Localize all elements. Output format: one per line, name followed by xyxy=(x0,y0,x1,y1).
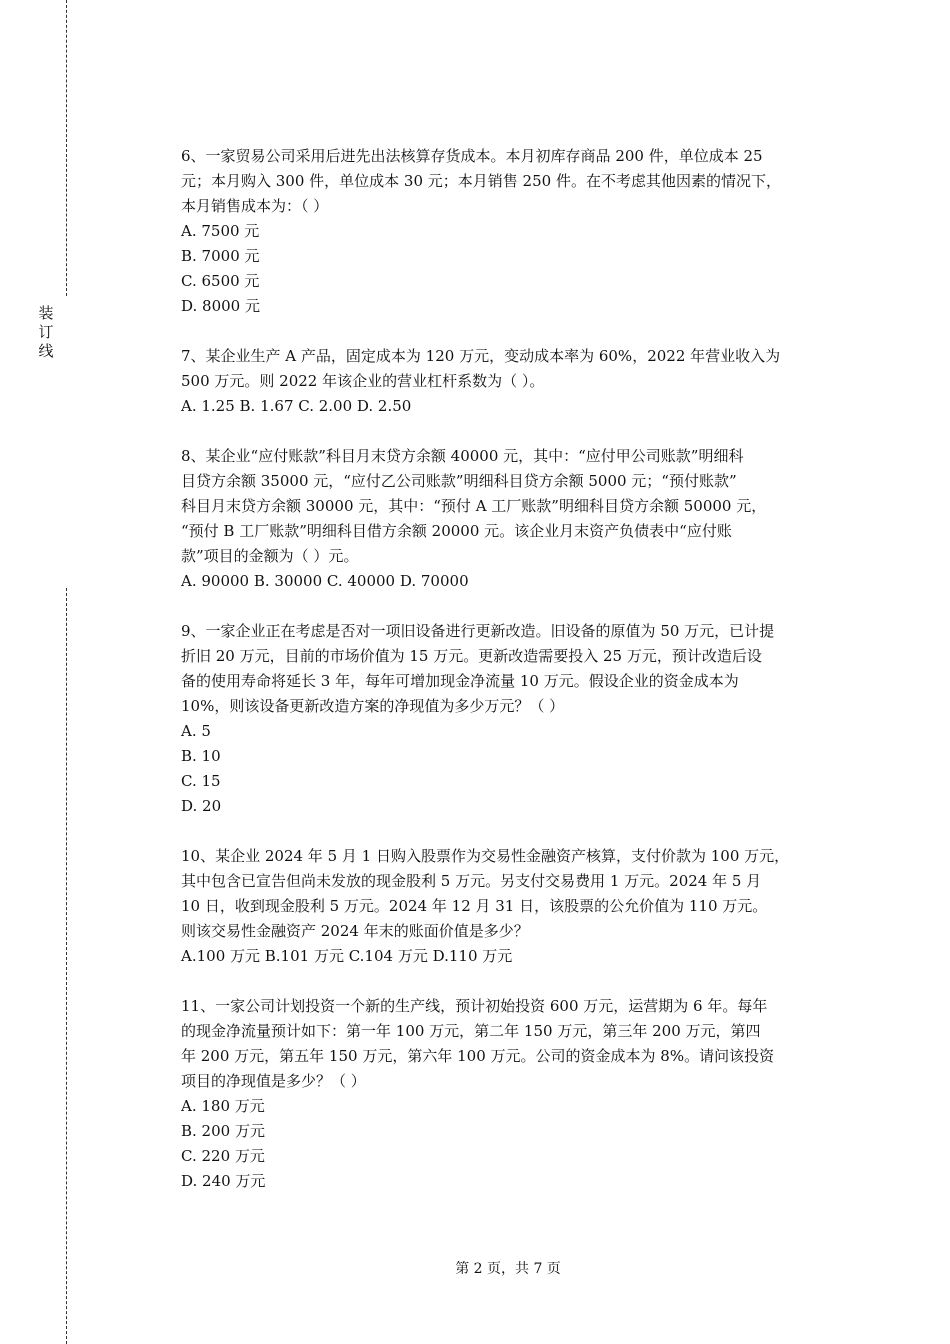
question-text-line: 10%，则该设备更新改造方案的净现值为多少万元？（ ） xyxy=(181,697,565,715)
question-text-line: “预付 B 工厂账款”明细科目借方余额 20000 元。该企业月末资产负债表中“应付账 xyxy=(181,522,732,540)
question-text-line: 6、一家贸易公司采用后进先出法核算存货成本。本月初库存商品 200 件，单位成本 25 xyxy=(181,147,763,165)
question-7 xyxy=(181,344,853,419)
options-inline: A. 90000 B. 30000 C. 40000 D. 70000 xyxy=(181,572,469,590)
option-c: C. 220 万元 xyxy=(181,1147,265,1165)
option-d: D. 240 万元 xyxy=(181,1172,266,1190)
option-b: B. 200 万元 xyxy=(181,1122,265,1140)
question-8 xyxy=(181,444,853,594)
question-text-line: 的现金净流量预计如下：第一年 100 万元，第二年 150 万元，第三年 200 万元，第四 xyxy=(181,1022,761,1040)
page-number: 第 2 页，共 7 页 xyxy=(455,1261,561,1277)
page-footer xyxy=(0,1258,950,1278)
question-text-line: 500 万元。则 2022 年该企业的营业杠杆系数为（ ）。 xyxy=(181,372,545,390)
question-text-line: 年 200 万元，第五年 150 万元，第六年 100 万元。公司的资金成本为 8%。请问该投资 xyxy=(181,1047,775,1065)
option-b: B. 7000 元 xyxy=(181,247,260,265)
binding-line-bottom xyxy=(66,588,67,1344)
question-text-line: 元；本月购入 300 件，单位成本 30 元；本月销售 250 件。在不考虑其他因素的情况下， xyxy=(181,172,781,190)
options-inline: A.100 万元 B.101 万元 C.104 万元 D.110 万元 xyxy=(181,947,513,965)
binding-char: 装 xyxy=(38,304,54,322)
option-a: A. 5 xyxy=(181,722,211,740)
question-text-line: 10 日，收到现金股利 5 万元。2024 年 12 月 31 日，该股票的公允价值为 110 万元。 xyxy=(181,897,768,915)
question-text-line: 折旧 20 万元，目前的市场价值为 15 万元。更新改造需要投入 25 万元，预计改造后设 xyxy=(181,647,762,665)
option-a: A. 7500 元 xyxy=(181,222,260,240)
binding-line-top xyxy=(66,0,67,296)
question-text-line: 8、某企业“应付账款”科目月末贷方余额 40000 元，其中：“应付甲公司账款”明细科 xyxy=(181,447,744,465)
option-b: B. 10 xyxy=(181,747,221,765)
option-d: D. 8000 元 xyxy=(181,297,260,315)
question-list xyxy=(181,144,853,1219)
question-text-line: 7、某企业生产 A 产品，固定成本为 120 万元，变动成本率为 60%，2022 年营业收入为 xyxy=(181,347,781,365)
question-text-line: 其中包含已宣告但尚未发放的现金股利 5 万元。另支付交易费用 1 万元。2024 年 5 月 xyxy=(181,872,762,890)
question-text-line: 科目月末贷方余额 30000 元，其中：“预付 A 工厂账款”明细科目贷方余额 50000 元， xyxy=(181,497,767,515)
question-9 xyxy=(181,619,853,819)
option-d: D. 20 xyxy=(181,797,222,815)
question-text-line: 11、一家公司计划投资一个新的生产线，预计初始投资 600 万元，运营期为 6 年。每年 xyxy=(181,997,768,1015)
question-text-line: 9、一家企业正在考虑是否对一项旧设备进行更新改造。旧设备的原值为 50 万元，已计提 xyxy=(181,622,775,640)
question-text-line: 本月销售成本为：（ ） xyxy=(181,197,329,215)
question-text-line: 款”项目的金额为（ ）元。 xyxy=(181,547,359,565)
options-inline: A. 1.25 B. 1.67 C. 2.00 D. 2.50 xyxy=(181,397,412,415)
question-text-line: 项目的净现值是多少？（ ） xyxy=(181,1072,366,1090)
binding-char: 订 xyxy=(38,323,54,341)
question-text-line: 则该交易性金融资产 2024 年末的账面价值是多少？ xyxy=(181,922,529,940)
question-6 xyxy=(181,144,853,319)
binding-char: 线 xyxy=(38,342,54,360)
option-c: C. 6500 元 xyxy=(181,272,260,290)
question-10 xyxy=(181,844,853,969)
binding-label xyxy=(37,304,55,361)
option-a: A. 180 万元 xyxy=(181,1097,265,1115)
question-11 xyxy=(181,994,853,1194)
question-text-line: 备的使用寿命将延长 3 年，每年可增加现金净流量 10 万元。假设企业的资金成本为 xyxy=(181,672,739,690)
option-c: C. 15 xyxy=(181,772,221,790)
question-text-line: 目贷方余额 35000 元，“应付乙公司账款”明细科目贷方余额 5000 元；“预付账款” xyxy=(181,472,737,490)
question-text-line: 10、某企业 2024 年 5 月 1 日购入股票作为交易性金融资产核算，支付价款为 100 万元， xyxy=(181,847,790,865)
